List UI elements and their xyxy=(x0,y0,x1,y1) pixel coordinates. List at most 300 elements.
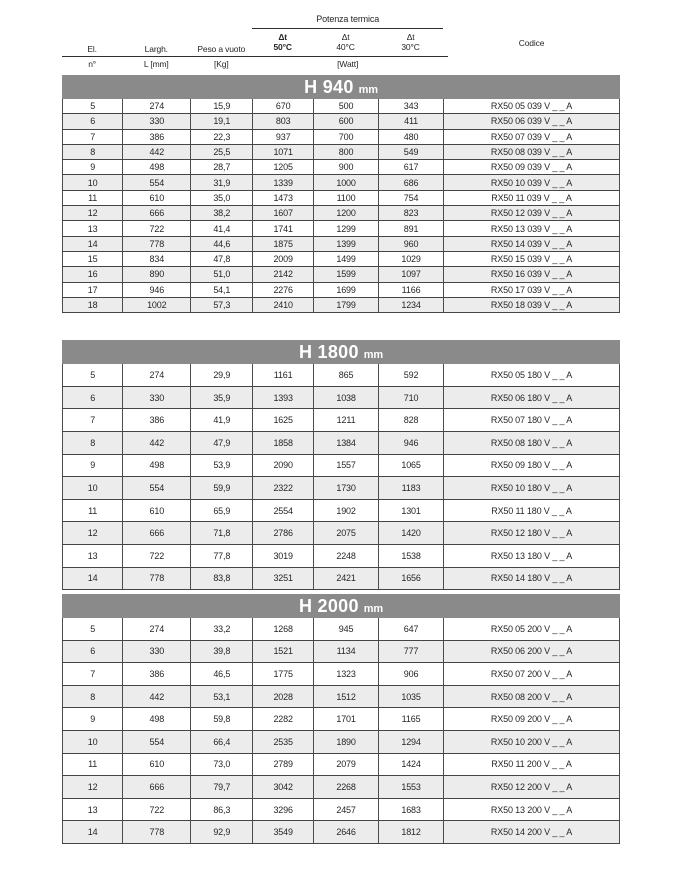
cell-codice: RX50 08 180 V _ _ A xyxy=(443,432,620,454)
cell-codice: RX50 11 039 V _ _ A xyxy=(443,191,620,205)
cell-peso: 31,9 xyxy=(190,175,252,189)
cell-codice: RX50 05 039 V _ _ A xyxy=(443,99,620,113)
section-rows xyxy=(62,618,620,844)
cell-dt40: 1599 xyxy=(313,267,378,281)
dt40-symbol: Δt xyxy=(341,32,350,42)
cell-codice: RX50 08 200 V _ _ A xyxy=(443,686,620,708)
cell-largh: 1002 xyxy=(122,298,190,312)
cell-largh: 778 xyxy=(122,237,190,251)
cell-dt50: 1521 xyxy=(252,641,313,663)
cell-dt50: 2142 xyxy=(252,267,313,281)
cell-codice: RX50 09 180 V _ _ A xyxy=(443,455,620,477)
cell-dt40: 2457 xyxy=(313,799,378,821)
cell-dt40: 2248 xyxy=(313,545,378,567)
cell-dt40: 500 xyxy=(313,99,378,113)
cell-dt50: 1161 xyxy=(252,364,313,386)
cell-dt50: 1858 xyxy=(252,432,313,454)
table-row xyxy=(62,237,620,252)
cell-largh: 330 xyxy=(122,387,190,409)
cell-dt50: 1741 xyxy=(252,221,313,235)
cell-dt50: 3042 xyxy=(252,776,313,798)
cell-el: 17 xyxy=(62,283,122,297)
cell-dt50: 1205 xyxy=(252,160,313,174)
header-main-row xyxy=(62,29,620,56)
cell-peso: 28,7 xyxy=(190,160,252,174)
unit-watt: [Watt] xyxy=(337,59,359,69)
table-row xyxy=(62,500,620,523)
cell-dt50: 1268 xyxy=(252,618,313,640)
table-row xyxy=(62,641,620,664)
cell-el: 18 xyxy=(62,298,122,312)
cell-dt40: 2646 xyxy=(313,821,378,843)
cell-dt40: 1384 xyxy=(313,432,378,454)
cell-largh: 274 xyxy=(122,99,190,113)
cell-largh: 834 xyxy=(122,252,190,266)
column-header-dt40 xyxy=(313,29,378,56)
cell-dt30: 1065 xyxy=(378,455,443,477)
dt50-symbol: Δt xyxy=(278,32,287,42)
table-row xyxy=(62,221,620,236)
cell-dt30: 411 xyxy=(378,114,443,128)
cell-el: 9 xyxy=(62,160,122,174)
cell-dt50: 1607 xyxy=(252,206,313,220)
cell-el: 6 xyxy=(62,114,122,128)
cell-peso: 25,5 xyxy=(190,145,252,159)
cell-dt40: 1211 xyxy=(313,409,378,431)
cell-codice: RX50 14 200 V _ _ A xyxy=(443,821,620,843)
cell-el: 8 xyxy=(62,432,122,454)
cell-codice: RX50 07 039 V _ _ A xyxy=(443,130,620,144)
cell-codice: RX50 13 180 V _ _ A xyxy=(443,545,620,567)
cell-el: 7 xyxy=(62,130,122,144)
cell-el: 9 xyxy=(62,455,122,477)
cell-peso: 46,5 xyxy=(190,663,252,685)
cell-codice: RX50 12 180 V _ _ A xyxy=(443,522,620,544)
cell-peso: 51,0 xyxy=(190,267,252,281)
cell-dt40: 1100 xyxy=(313,191,378,205)
cell-peso: 29,9 xyxy=(190,364,252,386)
cell-dt50: 2009 xyxy=(252,252,313,266)
cell-dt40: 1902 xyxy=(313,500,378,522)
cell-largh: 610 xyxy=(122,191,190,205)
cell-el: 12 xyxy=(62,776,122,798)
cell-dt50: 803 xyxy=(252,114,313,128)
cell-dt40: 1890 xyxy=(313,731,378,753)
column-header-codice: Codice xyxy=(518,37,545,48)
cell-largh: 666 xyxy=(122,206,190,220)
cell-codice: RX50 14 180 V _ _ A xyxy=(443,568,620,590)
dt30-symbol: Δt xyxy=(406,32,415,42)
cell-largh: 442 xyxy=(122,145,190,159)
cell-dt40: 1038 xyxy=(313,387,378,409)
cell-codice: RX50 17 039 V _ _ A xyxy=(443,283,620,297)
cell-dt40: 945 xyxy=(313,618,378,640)
cell-dt30: 686 xyxy=(378,175,443,189)
table-row xyxy=(62,130,620,145)
cell-peso: 59,8 xyxy=(190,708,252,730)
cell-codice: RX50 05 180 V _ _ A xyxy=(443,364,620,386)
section-rows xyxy=(62,99,620,313)
table-row xyxy=(62,175,620,190)
cell-dt30: 549 xyxy=(378,145,443,159)
cell-codice: RX50 09 200 V _ _ A xyxy=(443,708,620,730)
cell-peso: 71,8 xyxy=(190,522,252,544)
cell-dt50: 2535 xyxy=(252,731,313,753)
cell-el: 16 xyxy=(62,267,122,281)
cell-dt50: 3549 xyxy=(252,821,313,843)
cell-peso: 33,2 xyxy=(190,618,252,640)
unit-codice-empty xyxy=(443,57,620,71)
cell-dt40: 1557 xyxy=(313,455,378,477)
cell-largh: 274 xyxy=(122,364,190,386)
cell-dt40: 1699 xyxy=(313,283,378,297)
section-unit: mm xyxy=(358,83,378,96)
cell-el: 12 xyxy=(62,206,122,220)
table-row xyxy=(62,663,620,686)
section-h1800 xyxy=(62,340,620,590)
dt30-temp: 30°C xyxy=(401,42,420,52)
cell-dt30: 480 xyxy=(378,130,443,144)
cell-codice: RX50 06 180 V _ _ A xyxy=(443,387,620,409)
cell-dt40: 1499 xyxy=(313,252,378,266)
cell-el: 7 xyxy=(62,409,122,431)
cell-dt30: 960 xyxy=(378,237,443,251)
cell-codice: RX50 06 039 V _ _ A xyxy=(443,114,620,128)
column-header-el: El. xyxy=(87,44,97,54)
table-row xyxy=(62,455,620,478)
cell-el: 5 xyxy=(62,618,122,640)
section-title: H 940 xyxy=(304,77,354,97)
cell-peso: 39,8 xyxy=(190,641,252,663)
cell-dt40: 1200 xyxy=(313,206,378,220)
cell-peso: 66,4 xyxy=(190,731,252,753)
cell-dt40: 600 xyxy=(313,114,378,128)
cell-dt50: 670 xyxy=(252,99,313,113)
section-h940 xyxy=(62,75,620,313)
cell-el: 5 xyxy=(62,99,122,113)
cell-dt50: 2322 xyxy=(252,477,313,499)
cell-largh: 442 xyxy=(122,686,190,708)
dt50-temp: 50°C xyxy=(273,42,292,52)
cell-dt30: 1656 xyxy=(378,568,443,590)
cell-el: 6 xyxy=(62,387,122,409)
cell-dt40: 1701 xyxy=(313,708,378,730)
cell-dt40: 800 xyxy=(313,145,378,159)
table-row xyxy=(62,364,620,387)
cell-dt40: 2268 xyxy=(313,776,378,798)
cell-dt30: 1294 xyxy=(378,731,443,753)
table-row xyxy=(62,114,620,129)
table-row xyxy=(62,191,620,206)
cell-peso: 41,9 xyxy=(190,409,252,431)
section-h2000 xyxy=(62,594,620,844)
cell-largh: 386 xyxy=(122,663,190,685)
header-spacer xyxy=(62,13,252,29)
cell-largh: 890 xyxy=(122,267,190,281)
cell-largh: 722 xyxy=(122,221,190,235)
cell-el: 11 xyxy=(62,191,122,205)
cell-dt40: 865 xyxy=(313,364,378,386)
cell-el: 6 xyxy=(62,641,122,663)
cell-largh: 498 xyxy=(122,708,190,730)
cell-dt40: 1730 xyxy=(313,477,378,499)
table-row xyxy=(62,432,620,455)
cell-peso: 77,8 xyxy=(190,545,252,567)
column-header-dt30 xyxy=(378,29,443,56)
table-row xyxy=(62,821,620,844)
cell-peso: 35,9 xyxy=(190,387,252,409)
cell-dt50: 3251 xyxy=(252,568,313,590)
cell-largh: 722 xyxy=(122,799,190,821)
table-row xyxy=(62,754,620,777)
table-row xyxy=(62,298,620,313)
cell-codice: RX50 09 039 V _ _ A xyxy=(443,160,620,174)
cell-peso: 73,0 xyxy=(190,754,252,776)
cell-dt50: 2786 xyxy=(252,522,313,544)
cell-dt40: 700 xyxy=(313,130,378,144)
cell-peso: 19,1 xyxy=(190,114,252,128)
cell-codice: RX50 11 180 V _ _ A xyxy=(443,500,620,522)
cell-dt30: 343 xyxy=(378,99,443,113)
cell-dt50: 3296 xyxy=(252,799,313,821)
cell-dt30: 828 xyxy=(378,409,443,431)
unit-largh: L [mm] xyxy=(143,59,169,69)
cell-largh: 666 xyxy=(122,776,190,798)
cell-peso: 59,9 xyxy=(190,477,252,499)
cell-el: 5 xyxy=(62,364,122,386)
cell-largh: 778 xyxy=(122,821,190,843)
table-row xyxy=(62,160,620,175)
cell-dt30: 754 xyxy=(378,191,443,205)
table-row xyxy=(62,283,620,298)
cell-largh: 778 xyxy=(122,568,190,590)
cell-dt30: 1035 xyxy=(378,686,443,708)
cell-largh: 554 xyxy=(122,175,190,189)
cell-dt30: 1553 xyxy=(378,776,443,798)
cell-dt50: 2554 xyxy=(252,500,313,522)
cell-dt30: 617 xyxy=(378,160,443,174)
table-row xyxy=(62,206,620,221)
cell-largh: 554 xyxy=(122,477,190,499)
cell-el: 10 xyxy=(62,477,122,499)
cell-largh: 610 xyxy=(122,754,190,776)
datasheet-page xyxy=(62,0,620,844)
cell-dt30: 1234 xyxy=(378,298,443,312)
cell-largh: 554 xyxy=(122,731,190,753)
cell-el: 8 xyxy=(62,145,122,159)
cell-codice: RX50 16 039 V _ _ A xyxy=(443,267,620,281)
cell-largh: 946 xyxy=(122,283,190,297)
section-title: H 2000 xyxy=(298,596,359,617)
cell-dt30: 710 xyxy=(378,387,443,409)
table-row xyxy=(62,477,620,500)
table-row xyxy=(62,776,620,799)
cell-dt40: 2079 xyxy=(313,754,378,776)
section-unit: mm xyxy=(363,348,384,361)
cell-dt30: 946 xyxy=(378,432,443,454)
cell-peso: 92,9 xyxy=(190,821,252,843)
cell-el: 10 xyxy=(62,175,122,189)
cell-dt30: 592 xyxy=(378,364,443,386)
cell-dt40: 1799 xyxy=(313,298,378,312)
cell-dt30: 891 xyxy=(378,221,443,235)
cell-el: 14 xyxy=(62,568,122,590)
cell-codice: RX50 10 180 V _ _ A xyxy=(443,477,620,499)
cell-el: 10 xyxy=(62,731,122,753)
cell-peso: 79,7 xyxy=(190,776,252,798)
cell-dt30: 1683 xyxy=(378,799,443,821)
cell-dt50: 1875 xyxy=(252,237,313,251)
cell-el: 7 xyxy=(62,663,122,685)
cell-largh: 330 xyxy=(122,641,190,663)
cell-el: 12 xyxy=(62,522,122,544)
section-banner-h940 xyxy=(62,75,620,99)
cell-codice: RX50 13 039 V _ _ A xyxy=(443,221,620,235)
table-sections xyxy=(62,75,620,844)
section-banner-h1800 xyxy=(62,340,620,364)
table-row xyxy=(62,568,620,591)
cell-peso: 44,6 xyxy=(190,237,252,251)
table-header xyxy=(62,0,620,71)
cell-dt50: 1339 xyxy=(252,175,313,189)
cell-peso: 53,1 xyxy=(190,686,252,708)
cell-dt30: 906 xyxy=(378,663,443,685)
cell-dt30: 1183 xyxy=(378,477,443,499)
cell-largh: 386 xyxy=(122,130,190,144)
cell-largh: 610 xyxy=(122,500,190,522)
cell-dt40: 1399 xyxy=(313,237,378,251)
column-header-largh: Largh. xyxy=(144,44,168,54)
cell-dt30: 1166 xyxy=(378,283,443,297)
cell-codice: RX50 07 200 V _ _ A xyxy=(443,663,620,685)
cell-codice: RX50 05 200 V _ _ A xyxy=(443,618,620,640)
cell-dt30: 1029 xyxy=(378,252,443,266)
cell-peso: 57,3 xyxy=(190,298,252,312)
cell-codice: RX50 07 180 V _ _ A xyxy=(443,409,620,431)
cell-dt30: 1097 xyxy=(378,267,443,281)
cell-dt40: 1299 xyxy=(313,221,378,235)
cell-dt50: 2789 xyxy=(252,754,313,776)
cell-peso: 22,3 xyxy=(190,130,252,144)
cell-largh: 386 xyxy=(122,409,190,431)
cell-peso: 47,8 xyxy=(190,252,252,266)
cell-largh: 666 xyxy=(122,522,190,544)
section-unit: mm xyxy=(363,602,384,615)
unit-peso: [Kg] xyxy=(214,59,229,69)
table-row xyxy=(62,409,620,432)
cell-dt50: 2410 xyxy=(252,298,313,312)
cell-peso: 65,9 xyxy=(190,500,252,522)
dt40-temp: 40°C xyxy=(336,42,355,52)
cell-dt30: 1538 xyxy=(378,545,443,567)
cell-el: 11 xyxy=(62,500,122,522)
cell-dt30: 1420 xyxy=(378,522,443,544)
cell-peso: 38,2 xyxy=(190,206,252,220)
cell-el: 9 xyxy=(62,708,122,730)
cell-largh: 498 xyxy=(122,160,190,174)
cell-largh: 442 xyxy=(122,432,190,454)
header-units-row xyxy=(62,57,620,71)
table-row xyxy=(62,99,620,114)
cell-peso: 86,3 xyxy=(190,799,252,821)
table-row xyxy=(62,145,620,160)
cell-dt40: 900 xyxy=(313,160,378,174)
table-row xyxy=(62,686,620,709)
cell-codice: RX50 10 039 V _ _ A xyxy=(443,175,620,189)
cell-dt50: 1393 xyxy=(252,387,313,409)
table-row xyxy=(62,252,620,267)
cell-el: 11 xyxy=(62,754,122,776)
table-row xyxy=(62,618,620,641)
cell-dt50: 1775 xyxy=(252,663,313,685)
cell-dt40: 1134 xyxy=(313,641,378,663)
cell-dt30: 777 xyxy=(378,641,443,663)
cell-dt50: 3019 xyxy=(252,545,313,567)
cell-dt30: 1812 xyxy=(378,821,443,843)
section-title: H 1800 xyxy=(298,342,359,363)
table-row xyxy=(62,522,620,545)
cell-el: 13 xyxy=(62,221,122,235)
section-banner-h2000 xyxy=(62,594,620,618)
column-header-peso: Peso a vuoto xyxy=(197,44,246,54)
cell-el: 15 xyxy=(62,252,122,266)
table-row xyxy=(62,387,620,410)
cell-dt50: 1625 xyxy=(252,409,313,431)
table-row xyxy=(62,731,620,754)
cell-peso: 35,0 xyxy=(190,191,252,205)
cell-dt40: 1000 xyxy=(313,175,378,189)
unit-el: n° xyxy=(88,59,97,69)
cell-largh: 722 xyxy=(122,545,190,567)
cell-dt50: 2090 xyxy=(252,455,313,477)
column-header-dt50 xyxy=(252,29,313,56)
cell-peso: 47,9 xyxy=(190,432,252,454)
cell-peso: 53,9 xyxy=(190,455,252,477)
cell-largh: 274 xyxy=(122,618,190,640)
cell-dt40: 1323 xyxy=(313,663,378,685)
cell-codice: RX50 10 200 V _ _ A xyxy=(443,731,620,753)
cell-largh: 498 xyxy=(122,455,190,477)
cell-dt30: 823 xyxy=(378,206,443,220)
cell-codice: RX50 06 200 V _ _ A xyxy=(443,641,620,663)
cell-codice: RX50 15 039 V _ _ A xyxy=(443,252,620,266)
table-row xyxy=(62,545,620,568)
cell-el: 14 xyxy=(62,237,122,251)
cell-codice: RX50 11 200 V _ _ A xyxy=(443,754,620,776)
section-rows xyxy=(62,364,620,590)
cell-dt50: 2028 xyxy=(252,686,313,708)
cell-dt30: 647 xyxy=(378,618,443,640)
cell-dt50: 1071 xyxy=(252,145,313,159)
table-row xyxy=(62,267,620,282)
cell-largh: 330 xyxy=(122,114,190,128)
cell-peso: 54,1 xyxy=(190,283,252,297)
cell-dt40: 2421 xyxy=(313,568,378,590)
potenza-termica-group-label: Potenza termica xyxy=(252,13,443,29)
cell-peso: 83,8 xyxy=(190,568,252,590)
cell-dt50: 937 xyxy=(252,130,313,144)
cell-codice: RX50 08 039 V _ _ A xyxy=(443,145,620,159)
cell-dt50: 1473 xyxy=(252,191,313,205)
cell-dt50: 2282 xyxy=(252,708,313,730)
table-row xyxy=(62,799,620,822)
cell-el: 13 xyxy=(62,545,122,567)
cell-codice: RX50 12 200 V _ _ A xyxy=(443,776,620,798)
cell-dt40: 2075 xyxy=(313,522,378,544)
header-group-row xyxy=(62,0,620,29)
cell-dt40: 1512 xyxy=(313,686,378,708)
cell-dt30: 1424 xyxy=(378,754,443,776)
